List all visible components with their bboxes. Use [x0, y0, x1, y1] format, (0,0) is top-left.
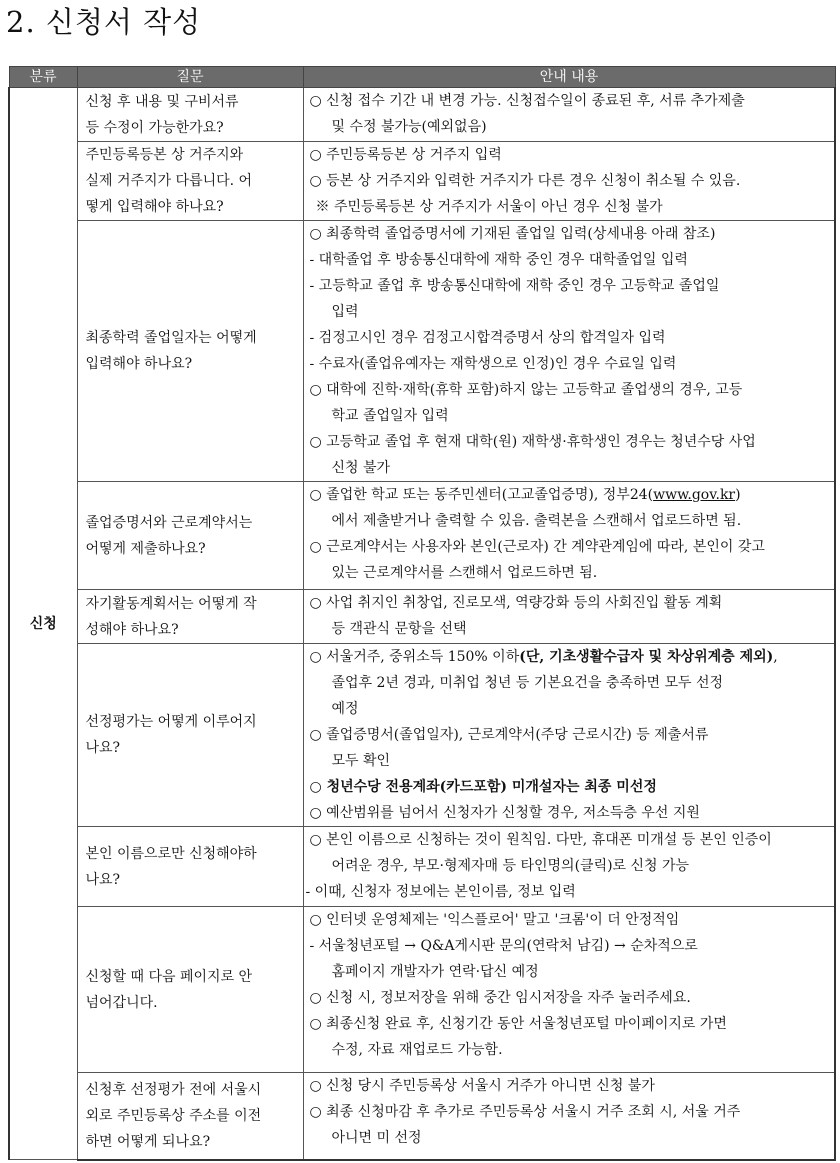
question-line: 넘어갑니다. [85, 994, 158, 1011]
answer-line: ※ 주민등록등본 상 거주지가 서울이 아닌 경우 신청 불가 [315, 199, 663, 215]
answer-cell [303, 482, 835, 590]
answer-line: ○ 고등학교 졸업 후 현재 대학(원) 재학생·휴학생인 경우는 청년수당 사업 [309, 434, 756, 450]
header-answer: 안내 내용 [303, 67, 835, 88]
answer-line: ○ 등본 상 거주지와 입력한 거주지가 다른 경우 신청이 취소될 수 있음. [309, 173, 741, 189]
answer-line: 모두 확인 [331, 753, 391, 769]
question-cell [77, 1073, 303, 1160]
answer-cell [303, 590, 835, 644]
answer-line: - 수료자(졸업유예자는 재학생으로 인정)인 경우 수료일 입력 [309, 356, 677, 372]
table-row [9, 590, 835, 644]
answer-line: ○ 신청 접수 기간 내 변경 가능. 신청접수일이 종료된 후, 서류 추가제출 [309, 93, 745, 109]
question-line: 하면 어떻게 되나요? [85, 1133, 211, 1150]
question-line: 자기활동계획서는 어떻게 작 [85, 595, 257, 612]
header-category: 분류 [9, 67, 77, 88]
answer-line: ○ 최종 신청마감 후 추가로 주민등록상 서울시 거주 조회 시, 서울 거주 [309, 1104, 741, 1120]
answer-line: ○ 최종학력 졸업증명서에 기재된 졸업일 입력(상세내용 아래 참조) [309, 226, 716, 242]
answer-line [310, 482, 829, 508]
header-question: 질문 [77, 67, 303, 88]
question-line: 신청할 때 다음 페이지로 안 [85, 968, 253, 985]
question-line: 나요? [85, 740, 121, 756]
answer-text: , [773, 649, 778, 665]
question-line: 주민등록등본 상 거주지와 [85, 147, 244, 163]
table-row [9, 827, 835, 907]
question-cell [77, 88, 303, 142]
answer-line: ○ 예산범위를 넘어서 신청자가 신청할 경우, 저소득층 우선 지원 [309, 805, 700, 821]
answer-line: 입력 [331, 304, 359, 320]
answer-cell [303, 221, 835, 482]
question-cell [77, 482, 303, 590]
question-cell [77, 827, 303, 907]
answer-line: ○ 청년수당 전용계좌(카드포함) 미개설자는 최종 미선정 [309, 779, 657, 795]
table-row [9, 142, 835, 221]
question-line: 어떻게 제출하나요? [85, 540, 206, 557]
answer-line: 등 객관식 문항을 선택 [331, 621, 467, 637]
answer-line: 아니면 미 선정 [331, 1130, 422, 1146]
category-cell: 신청 [9, 88, 77, 1160]
question-line: 나요? [85, 871, 121, 888]
answer-line: ○ 인터넷 운영체제는 '익스플로어' 말고 '크롬'이 더 안정적임 [309, 912, 680, 928]
question-line: 최종학력 졸업일자는 어떻게 [85, 330, 257, 346]
section-heading: 2. 신청서 작성 [6, 5, 202, 39]
question-line: 선정평가는 어떻게 이루어지 [85, 714, 257, 730]
answer-line: 및 수정 불가능(예외없음) [331, 119, 487, 135]
answer-bold-text: (단, 기초생활수급자 및 차상위계층 제외) [519, 649, 774, 665]
table-row [9, 221, 835, 482]
question-line: 등 수정이 가능한가요? [85, 119, 224, 136]
table-row [9, 1073, 835, 1160]
faq-body [9, 88, 835, 1160]
question-cell [77, 142, 303, 221]
question-cell [77, 590, 303, 644]
answer-line: - 검정고시인 경우 검정고시합격증명서 상의 합격일자 입력 [309, 330, 666, 346]
answer-line: - 고등학교 졸업 후 방송통신대학에 재학 중인 경우 고등학교 졸업일 [309, 278, 720, 294]
question-line: 졸업증명서와 근로계약서는 [85, 514, 253, 531]
question-line: 입력해야 하나요? [85, 356, 193, 372]
answer-line: 예정 [331, 701, 359, 717]
answer-line: ○ 주민등록등본 상 거주지 입력 [309, 147, 502, 163]
question-line: 떻게 입력해야 하나요? [85, 199, 224, 215]
question-line: 외로 주민등록상 주소를 이전 [85, 1107, 262, 1124]
table-row [9, 482, 835, 590]
faq-table [8, 66, 836, 1161]
answer-line: 홈페이지 개발자가 연락·답신 예정 [331, 964, 539, 980]
answer-cell [303, 88, 835, 142]
answer-line: ○ 졸업증명서(졸업일자), 근로계약서(주당 근로시간) 등 제출서류 [309, 727, 709, 743]
answer-cell [303, 142, 835, 221]
answer-line: - 이때, 신청자 정보에는 본인이름, 정보 입력 [305, 884, 576, 900]
answer-line: ○ 대학에 진학·재학(휴학 포함)하지 않는 고등학교 졸업생의 경우, 고등 [309, 382, 743, 398]
gov24-link[interactable]: www.gov.kr [653, 487, 736, 503]
answer-line: 졸업후 2년 경과, 미취업 청년 등 기본요건을 충족하면 모두 선정 [331, 675, 724, 691]
table-row [9, 907, 835, 1073]
table-row [9, 88, 835, 142]
question-line: 신청 후 내용 및 구비서류 [85, 93, 239, 110]
answer-text: ○ 졸업한 학교 또는 동주민센터(고교졸업증명), 정부24( [309, 487, 654, 503]
answer-line: - 서울청년포털 → Q&A게시판 문의(연락처 남김) → 순차적으로 [309, 938, 698, 954]
answer-line: 수정, 자료 재업로드 가능함. [331, 1042, 503, 1058]
question-line: 신청후 선정평가 전에 서울시 [85, 1081, 262, 1098]
answer-line: 있는 근로계약서를 스캔해서 업로드하면 됨. [331, 565, 598, 581]
answer-line: 신청 불가 [331, 460, 391, 476]
answer-text: ) [735, 487, 741, 503]
answer-line: - 대학졸업 후 방송통신대학에 재학 중인 경우 대학졸업일 입력 [309, 252, 688, 268]
answer-text: ○ 서울거주, 중위소득 150% 이하 [309, 649, 520, 665]
question-line: 본인 이름으로만 신청해야하 [85, 845, 257, 862]
question-line: 성해야 하나요? [85, 621, 179, 638]
table-header-row [9, 67, 835, 88]
table-row [9, 644, 835, 827]
answer-line: ○ 근로계약서는 사용자와 본인(근로자) 간 계약관계임에 따라, 본인이 갖고 [309, 539, 765, 555]
question-line: 실제 거주지가 다릅니다. 어 [85, 173, 253, 189]
answer-line: ○ 사업 취지인 취창업, 진로모색, 역량강화 등의 사회진입 활동 계획 [309, 595, 723, 611]
question-cell [77, 221, 303, 482]
answer-cell [303, 1073, 835, 1160]
answer-line: 학교 졸업일자 입력 [331, 408, 449, 424]
answer-line: 어려운 경우, 부모·형제자매 등 타인명의(클릭)로 신청 가능 [331, 858, 690, 874]
answer-cell [303, 907, 835, 1073]
answer-cell [303, 644, 835, 827]
question-cell [77, 644, 303, 827]
answer-line: ○ 신청 시, 정보저장을 위해 중간 임시저장을 자주 눌러주세요. [309, 990, 691, 1006]
answer-line [310, 644, 829, 670]
answer-line: ○ 최종신청 완료 후, 신청기간 동안 서울청년포털 마이페이지로 가면 [309, 1016, 727, 1032]
question-cell [77, 907, 303, 1073]
answer-cell [303, 827, 835, 907]
answer-line: ○ 본인 이름으로 신청하는 것이 원칙임. 다만, 휴대폰 미개설 등 본인 인증이 [309, 832, 772, 848]
answer-line: ○ 신청 당시 주민등록상 서울시 거주가 아니면 신청 불가 [309, 1078, 655, 1094]
answer-line: 에서 제출받거나 출력할 수 있음. 출력본을 스캔해서 업로드하면 됨. [331, 513, 742, 529]
